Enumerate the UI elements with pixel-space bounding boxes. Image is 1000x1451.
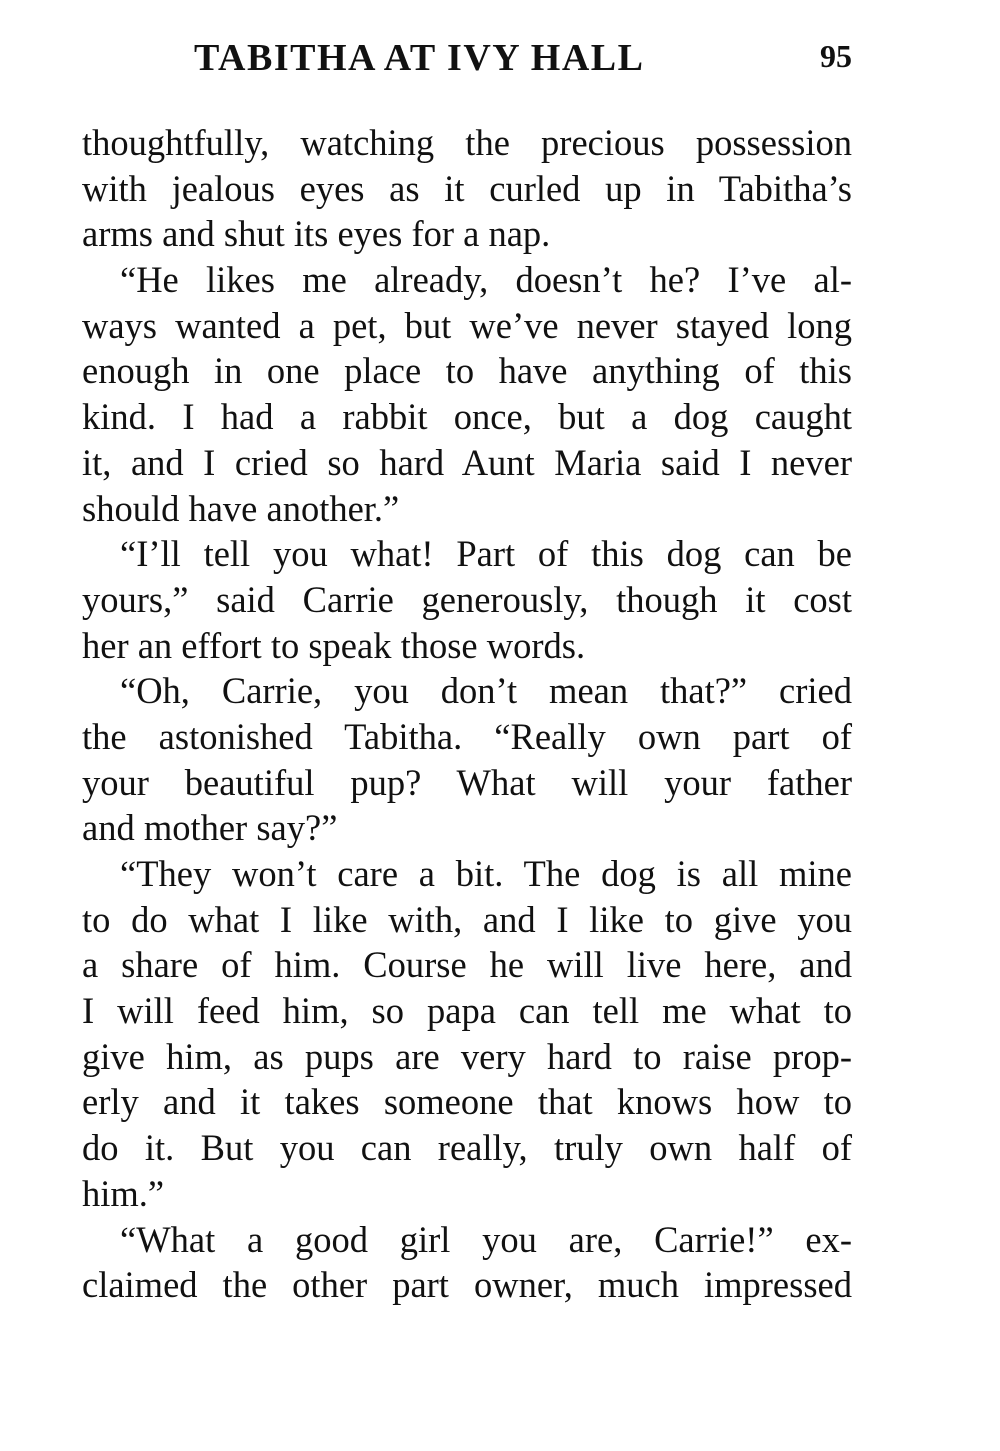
text-line: “I’ll tell you what! Part of this dog can be xyxy=(120,533,852,575)
text-line: ways wanted a pet, but we’ve never stayed long xyxy=(82,304,852,346)
text-line: the astonished Tabitha. “Really own part of xyxy=(82,715,852,757)
text-line: a share of him. Course he will live here, and xyxy=(82,944,852,986)
text-line: claimed the other part owner, much impressed xyxy=(82,1264,852,1306)
text-line: do it. But you can really, truly own half of xyxy=(82,1127,852,1169)
text-line: arms and shut its eyes for a nap. xyxy=(82,213,551,255)
text-line: “They won’t care a bit. The dog is all mine xyxy=(120,853,852,894)
book-page xyxy=(82,30,852,1308)
text-line: I will feed him, so papa can tell me what to xyxy=(82,990,852,1032)
running-head xyxy=(82,30,852,82)
text-line: her an effort to speak those words. xyxy=(82,624,586,666)
text-line: erly and it takes someone that knows how to xyxy=(82,1081,852,1123)
text-line: with jealous eyes as it curled up in Tabitha’s xyxy=(82,167,852,209)
page-number: 95 xyxy=(820,38,852,74)
text-line: “He likes me already, doesn’t he? I’ve al- xyxy=(120,259,852,301)
text-line: him.” xyxy=(82,1172,165,1214)
text-line: to do what I like with, and I like to give you xyxy=(82,898,852,940)
text-line: should have another.” xyxy=(82,487,400,529)
text-line: kind. I had a rabbit once, but a dog caught xyxy=(82,396,852,438)
text-line: your beautiful pup? What will your father xyxy=(82,761,852,803)
text-line: yours,” said Carrie generously, though it cost xyxy=(82,578,852,620)
text-line: “What a good girl you are, Carrie!” ex- xyxy=(120,1218,852,1260)
text-line: enough in one place to have anything of this xyxy=(82,350,852,392)
running-title: TABITHA AT IVY HALL xyxy=(194,37,645,79)
text-line: “Oh, Carrie, you don’t mean that?” cried xyxy=(120,670,852,712)
text-line: it, and I cried so hard Aunt Maria said I never xyxy=(82,441,852,483)
body-text xyxy=(82,120,852,1308)
text-line: give him, as pups are very hard to raise prop- xyxy=(82,1035,852,1077)
text-line: thoughtfully, watching the precious possession xyxy=(82,122,852,163)
text-line: and mother say?” xyxy=(82,807,338,849)
